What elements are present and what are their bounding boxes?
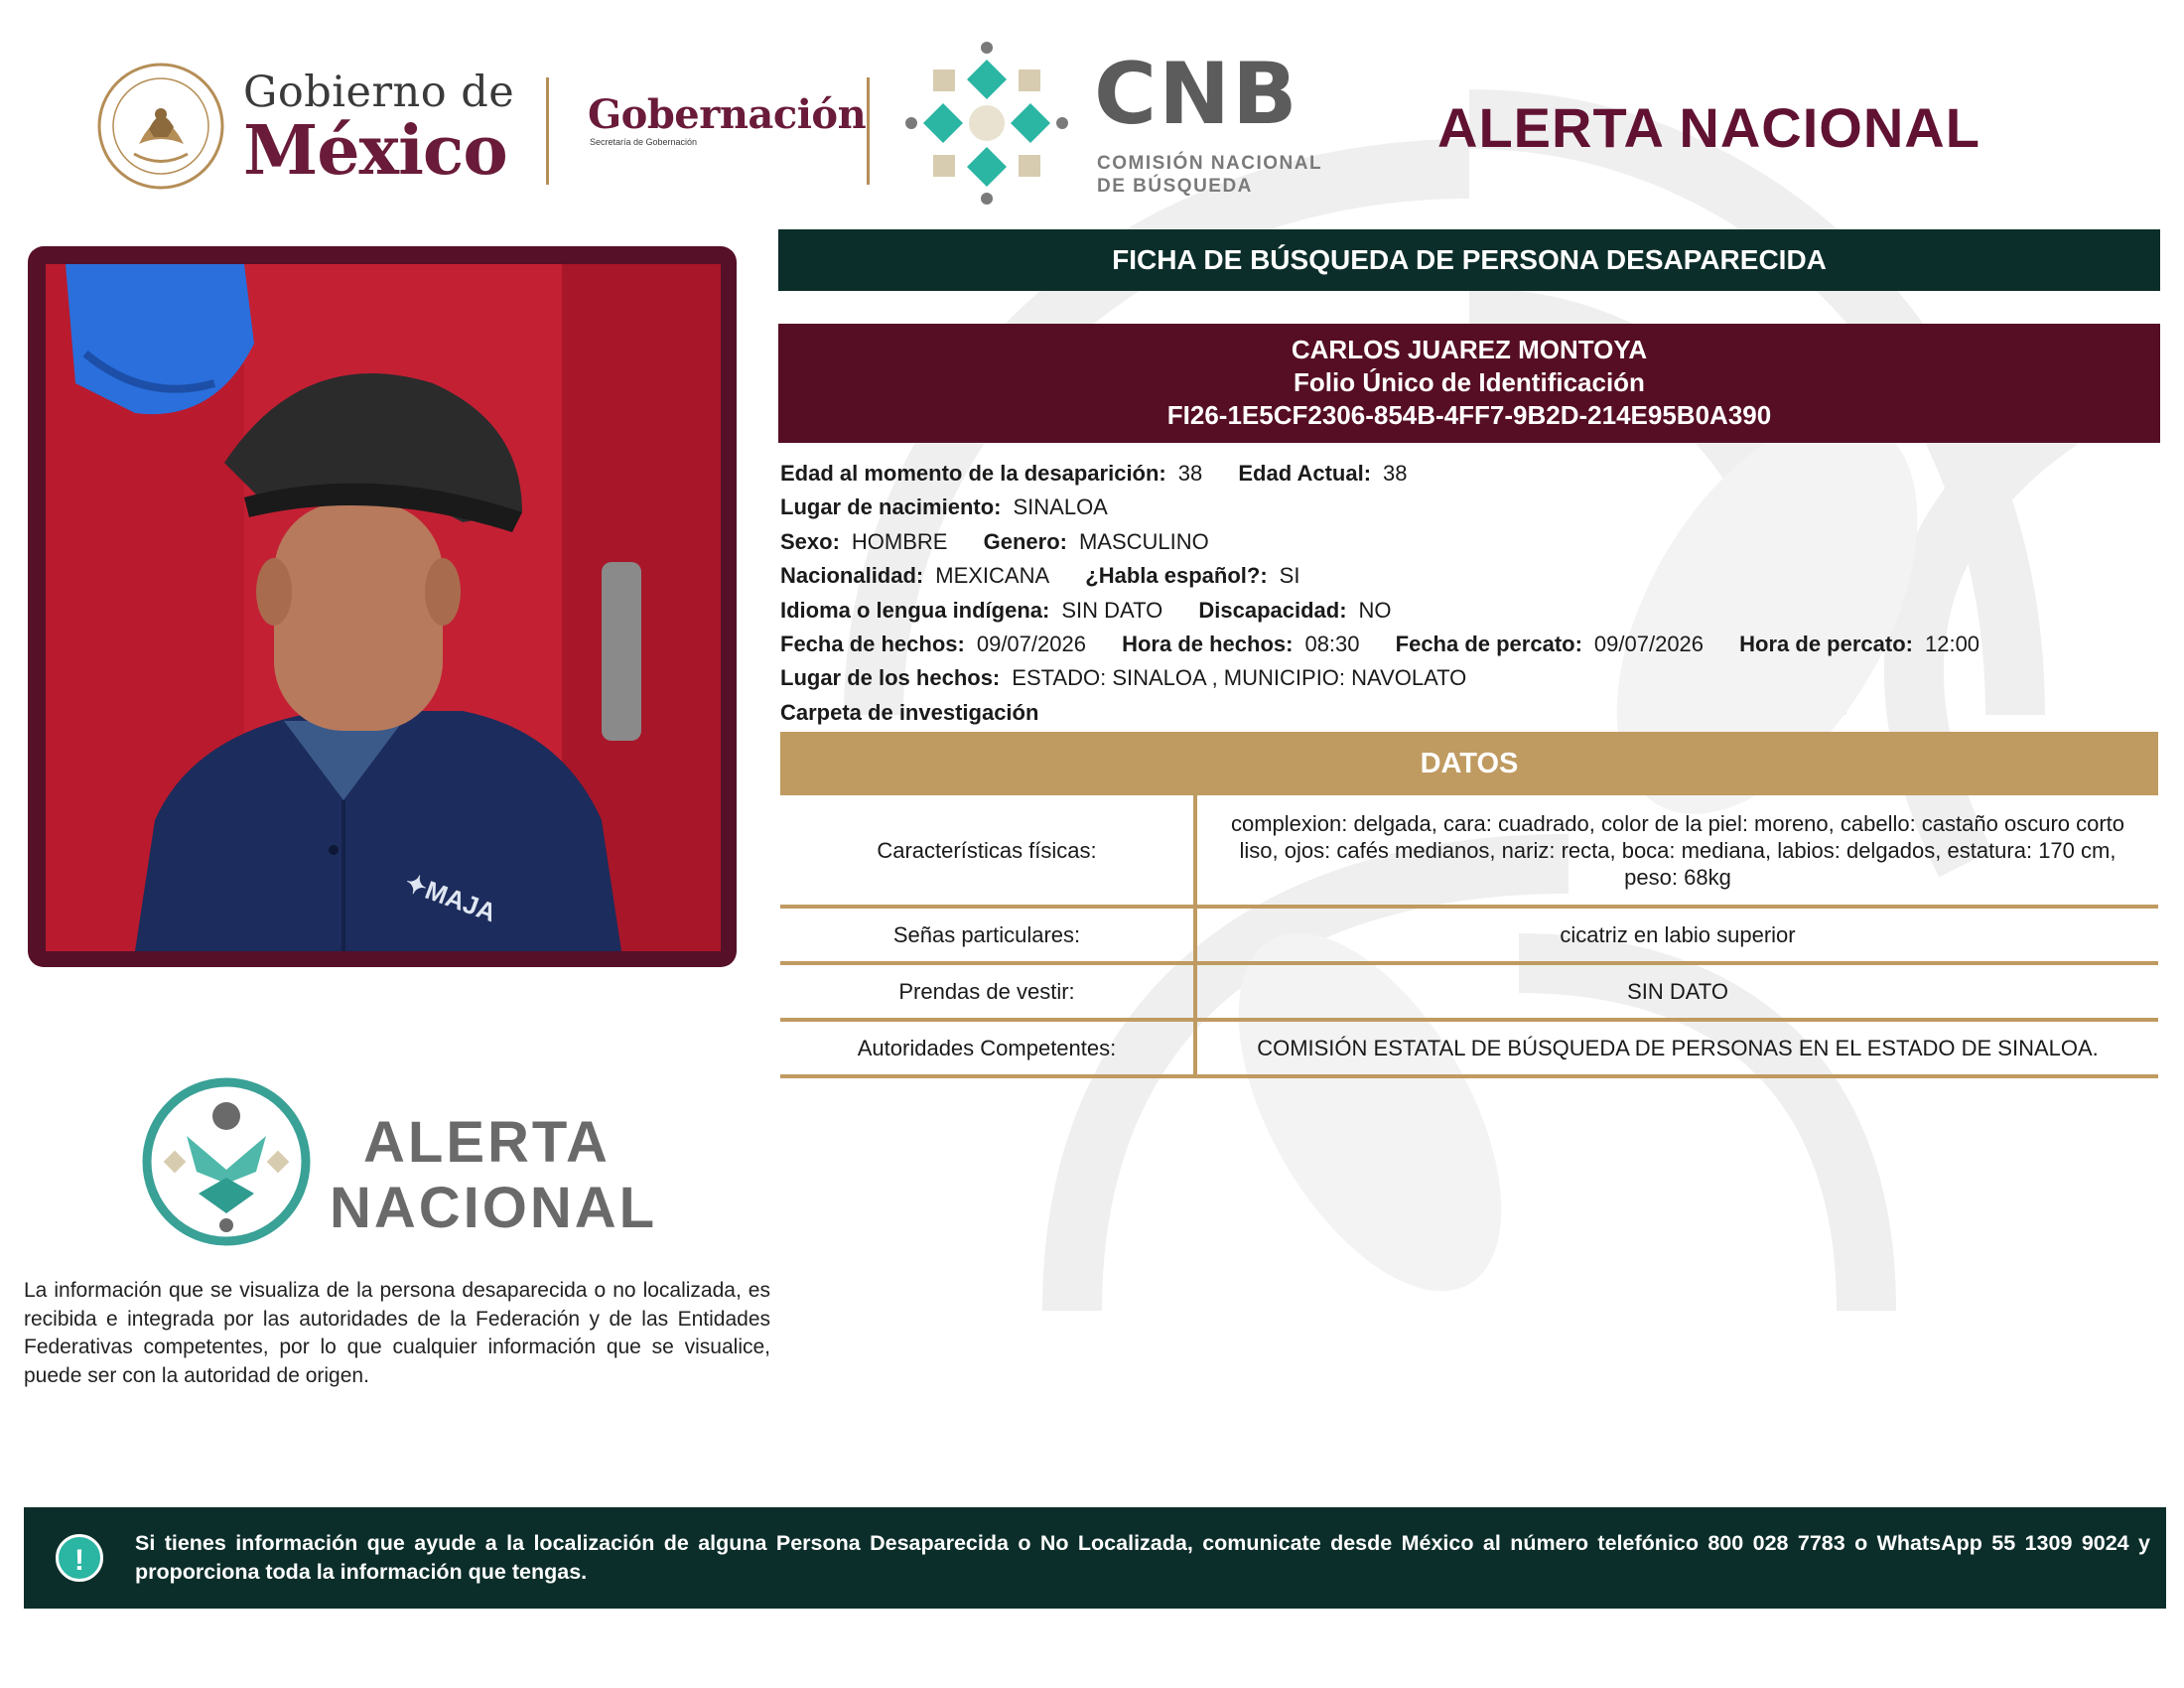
footer-text: Si tienes información que ayude a la localización de alguna Persona Desaparecida o No Localizada, comunicate desde México al número telefónico 800 028 7783 o WhatsApp 55 1309 9024 y proporciona toda la información que tengas.: [135, 1531, 2150, 1584]
info-value: 08:30: [1304, 631, 1360, 656]
info-value: SI: [1279, 563, 1300, 589]
table-row: [780, 1020, 2158, 1076]
info-label: Fecha de hechos:: [780, 631, 965, 656]
person-photo: [46, 264, 721, 951]
photo-shirt-text: ✦MAJA: [400, 867, 500, 928]
disclaimer-text: La información que se visualiza de la persona desaparecida o no localizada, es recibida e integrada por las autoridades de la Federación y de las Entidades Federativas competentes, por lo que cualquier información que se visualice, puede ser con la autoridad de origen.: [24, 1279, 770, 1387]
alerta-nacional-title: ALERTA NACIONAL: [1437, 96, 1980, 159]
datos-key: Características físicas:: [780, 795, 1195, 907]
footer-banner: [24, 1507, 2166, 1609]
datos-key: Autoridades Competentes:: [780, 1020, 1195, 1076]
wordmark-line1: ALERTA: [363, 1110, 611, 1175]
alerta-nacional-wordmark: [332, 1110, 657, 1241]
info-row-nacionalidad: [780, 559, 2160, 593]
info-value: MEXICANA: [935, 563, 1050, 589]
person-name-box: [778, 324, 2160, 443]
datos-key: Prendas de vestir:: [780, 963, 1195, 1020]
gobernacion-logo: Gobernación: [588, 91, 867, 138]
info-row-nacimiento: [780, 491, 2160, 524]
folio-label: Folio Único de Identificación: [1294, 367, 1645, 397]
info-label: Hora de percato:: [1739, 631, 1913, 656]
segob-subtitle: Secretaría de Gobernación: [590, 137, 698, 147]
info-row-edad: [780, 457, 2160, 491]
info-value: 38: [1177, 461, 1203, 486]
info-label: Sexo:: [780, 528, 840, 554]
info-value: SIN DATO: [1061, 597, 1163, 623]
info-value: 09/07/2026: [976, 631, 1086, 656]
info-label: ¿Habla español?:: [1085, 563, 1268, 589]
info-label: Lugar de nacimiento:: [780, 494, 1002, 520]
divider: [867, 77, 870, 185]
datos-value: cicatriz en labio superior: [1195, 907, 2158, 963]
cnb-logo-icon: [903, 40, 1070, 207]
cnb-subtitle-line2: DE BÚSQUEDA: [1097, 176, 1253, 197]
datos-value: SIN DATO: [1195, 963, 2158, 1020]
gobierno-line2: México: [243, 111, 507, 191]
datos-value: COMISIÓN ESTATAL DE BÚSQUEDA DE PERSONAS EN EL ESTADO DE SINALOA.: [1195, 1020, 2158, 1076]
datos-value: complexion: delgada, cara: cuadrado, color de la piel: moreno, cabello: castaño oscuro corto liso, ojos: cafés medianos, nariz: recta, boca: mediana, labios: delgados, estatura: 170 cm, peso: 68kg: [1195, 795, 2158, 907]
info-label: Lugar de los hechos:: [780, 665, 1001, 691]
info-label: Genero:: [983, 528, 1067, 554]
cnb-subtitle-line1: COMISIÓN NACIONAL: [1097, 153, 1323, 174]
exclamation-icon: !: [56, 1534, 103, 1582]
info-label: Hora de hechos:: [1122, 631, 1294, 656]
alerta-nacional-logo-icon: [139, 1074, 314, 1249]
ficha-banner: FICHA DE BÚSQUEDA DE PERSONA DESAPARECIDA: [778, 229, 2160, 291]
info-value: NO: [1358, 597, 1392, 623]
person-info: [780, 457, 2160, 730]
info-value: 09/07/2026: [1593, 631, 1705, 656]
table-row: [780, 907, 2158, 963]
info-value: SINALOA: [1013, 494, 1108, 520]
datos-key: Señas particulares:: [780, 907, 1195, 963]
info-value: ESTADO: SINALOA , MUNICIPIO: NAVOLATO: [1012, 665, 1467, 691]
wordmark-line2: NACIONAL: [330, 1176, 658, 1240]
info-label: Carpeta de investigación: [780, 699, 1039, 725]
datos-table: [780, 795, 2158, 1078]
info-label: Idioma o lengua indígena:: [780, 597, 1050, 623]
info-value: HOMBRE: [851, 528, 948, 554]
mexico-seal-icon: [94, 60, 227, 193]
table-row: [780, 963, 2158, 1020]
info-label: Nacionalidad:: [780, 563, 924, 589]
info-value: 12:00: [1924, 631, 1980, 656]
info-label: Edad al momento de la desaparición:: [780, 461, 1166, 486]
info-row-lugar-hechos: [780, 661, 2160, 695]
gobierno-line1: Gobierno de: [243, 68, 515, 117]
info-row-carpeta: [780, 696, 2160, 730]
info-value: MASCULINO: [1078, 528, 1209, 554]
info-label: Edad Actual:: [1238, 461, 1372, 486]
info-label: Fecha de percato:: [1395, 631, 1582, 656]
info-row-sexo: [780, 525, 2160, 559]
info-row-idioma: [780, 594, 2160, 628]
person-photo-illustration: [46, 264, 721, 951]
cnb-acronym: CNB: [1094, 45, 1299, 144]
table-row: [780, 795, 2158, 907]
info-row-fechas: [780, 628, 2160, 661]
header: [0, 0, 2184, 218]
person-name: CARLOS JUAREZ MONTOYA: [1291, 335, 1648, 364]
datos-header: DATOS: [780, 732, 2158, 795]
folio-value: FI26-1E5CF2306-854B-4FF7-9B2D-214E95B0A390: [1166, 400, 1772, 430]
info-value: 38: [1383, 461, 1408, 486]
divider: [546, 77, 549, 185]
gobierno-de-mexico-logo: [243, 68, 515, 191]
info-label: Discapacidad:: [1198, 597, 1347, 623]
